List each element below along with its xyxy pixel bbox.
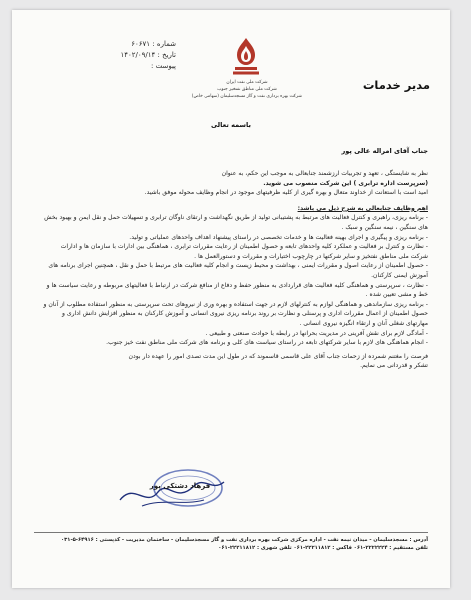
date-row [96,51,176,62]
duties-list [42,213,428,347]
intro-line: نظر به شایستگی ، تعهد و تجربیات ارزشمند جنابعالی به موجب این حکم، به عنوان [221,170,428,177]
duty-item: - نظارت و کنترل بر فعالیت و عملکرد کلیه واحدهای تابعه و حصول اطمینان از رعایت مقررات ترابری ، هماهنگی بین ادارات با سازمان ها و ادارات شرکت ملی مناطق نفتخیز و سایر شرکتها در چارچوب اختیارات و مقررات و دستورالعمل ها . [42,242,428,261]
company-names [192,80,302,101]
reference-block [96,40,176,73]
duty-item: - نظارت ، سرپرستی و هماهنگی کلیه فعالیت های قراردادی به منظور حفظ و دفاع از منافع شرکت در ارتباط با فعالیتهای مربوطه و رعایت سیاست ها و خط و مشی تعیین شده . [42,281,428,300]
duty-item: - آمادگی لازم برای نقش آفرینی در مدیریت بحرانها در رابطه با حوادث صنعتی و طبیعی . [42,329,428,339]
contact-line: تلفن مستقیم : ۲۲۲۲۲۲۴-۰۶۱ فاکس : ۲۲۲۱۱۸۱۲-۰۶۱ تلفن شهری : ۲۲۲۱۱۸۱۲-۰۶۱ [218,544,428,551]
duty-item: - برنامه ریزی، راهبری و کنترل فعالیت های مرتبط به پشتیبانی تولید از طریق نگهداشت و ارتقای ناوگان ترابری و تسهیلات حمل و نقل ایمن و بهبود بخش های سنگین ، نیمه سنگین و سبک . [42,213,428,232]
letter-sheet [12,10,450,588]
footer-address [34,537,428,552]
date-label: تاریخ : [157,51,176,59]
duties-title: اهم وظایف جنابعالی به شرح ذیل می باشد: [297,204,428,212]
attachment-label: پیوست : [151,62,176,70]
signature-stamp-icon [112,462,232,518]
number-row [96,40,176,51]
nioc-logo-icon [228,36,264,78]
footer-divider [34,532,428,533]
recipient: جناب آقای امراله عالی پور [341,147,428,155]
duty-item: - حصول اطمینان از رعایت اصول و مقررات ایمنی ، بهداشت و محیط زیست و انجام کلیه فعالیت های مرتبط با حمل و نقل ، همچنین اجرای برنامه های آموزش ایمنی کارکنان. [42,261,428,280]
closing-line: فرصت را مغتنم شمرده از زحمات جناب آقای علی قاسمی قاسموند که در طول این مدت تصدی امور را عهده دار بودن [128,352,428,360]
company-line: شرکت ملی مناطق نفتخیز جنوب [217,87,277,92]
page-title: مدیر خدمات [362,78,430,92]
attachment-row [96,62,176,73]
date-value: ۱۴۰۲/۰۹/۱۴ [120,51,156,59]
company-line: شرکت بهره برداری نفت و گاز مسجدسلیمان (سهامی خاص) [191,94,302,99]
duty-item: - برنامه ریزی و پیگیری و اجرای بهینه فعالیت ها و خدمات تخصصی در راستای پیشنهاد اهداف واحدهای عملیاتی و تولید. [42,233,428,243]
letter-body [42,169,428,371]
number-label: شماره : [152,40,176,48]
duty-item: - انجام هماهنگی های لازم با سایر شرکتهای تابعه در راستای سیاست های کلی و برنامه های شرکت ملی مناطق نفت خیز جنوب. [42,338,428,348]
intro-line: (سرپرست اداره ترابری ) این شرکت منصوب می شوید. [263,179,428,187]
company-line: شرکت ملی نفت ایران [226,80,268,85]
duty-item: - برنامه ریزی سازماندهی و هماهنگی لوازم به کنترلهای لازم در جهت استفاده و بهره وری از نیروهای تحت سرپرستی به منظور استفاده مطلوب از آنان و حصول اطمینان از اعمال مقررات اداری و پرسنلی و نظارت بر روند برنامه ریزی نیروی انسانی و آموزش کارکنان به منظور افزایش دانش اداری و مهارتهای شغلی آنان و ارتقاء انگیزه نیروی انسانی . [42,300,428,329]
address-line: آدرس : مسجدسلیمان - میدان نیمه نفت - اداره مرکزی شرکت بهره برداری نفت و گاز مسجدسلیمان - ساختمان مدیریت - کدپستی : ۶۴۹۱۶-۵-۰۳۱ [60,537,428,543]
number-value: ۶۰۶۷۱ [131,40,151,48]
company-logo [228,36,264,78]
closing-line: تشکر و قدردانی می نمایم. [360,362,428,370]
signature-area [112,462,232,518]
signatory-name: فرهاد دشتکی پور [149,482,211,490]
salutation: باسمه تعالی [211,121,251,129]
intro-line: امید است با استعانت از خداوند متعال و بهره گیری از کلیه ظرفیتهای موجود در انجام وظایف محوله موفق باشید. [144,189,428,197]
